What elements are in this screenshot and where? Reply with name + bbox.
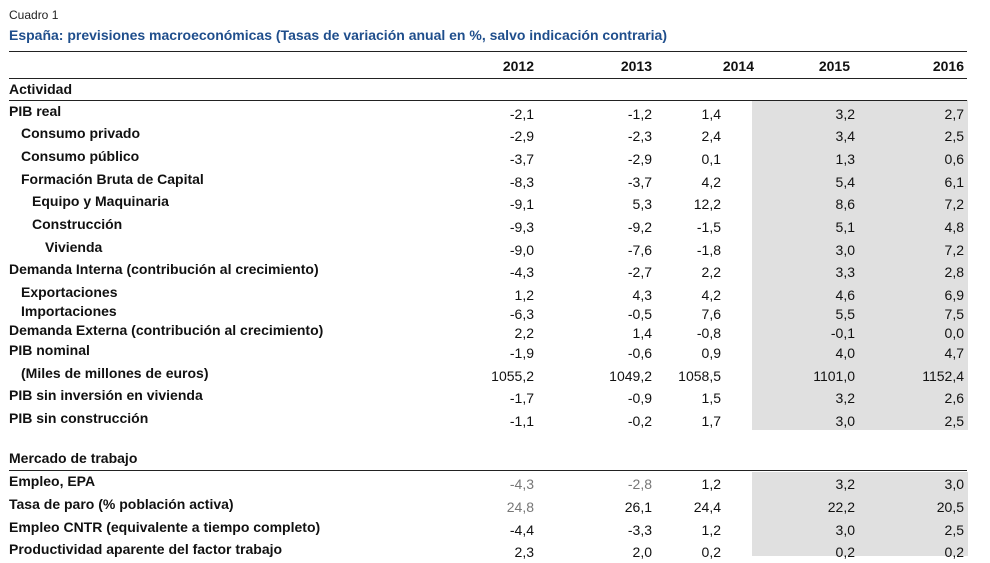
cell-2015: 8,6	[835, 196, 855, 212]
cell-2016: 20,5	[936, 499, 964, 515]
cell-2015: 1,3	[835, 151, 855, 167]
table-row	[9, 145, 967, 167]
cell-2015: 3,3	[835, 264, 855, 280]
cell-2015: 5,4	[835, 174, 855, 190]
cell-2013: -0,6	[627, 345, 652, 361]
cell-2014: 2,4	[701, 128, 721, 144]
table-row	[9, 407, 967, 429]
cell-2014: 24,4	[693, 499, 721, 515]
cell-2014: 12,2	[693, 196, 721, 212]
cell-2014: 1,4	[701, 106, 721, 122]
cell-2014: 4,2	[701, 174, 721, 190]
table-row	[9, 190, 967, 212]
table-row	[9, 384, 967, 406]
cell-2016: 3,0	[944, 476, 964, 492]
cell-2013: -3,7	[627, 174, 652, 190]
table-row	[9, 100, 967, 122]
cell-2012: -4,3	[509, 264, 534, 280]
table-row	[9, 122, 967, 144]
cell-2012: -4,4	[509, 522, 534, 538]
row-label: Tasa de paro (% población activa)	[9, 496, 234, 512]
cell-2012: -9,1	[509, 196, 534, 212]
cell-2013: 5,3	[632, 196, 652, 212]
table-row	[9, 168, 967, 190]
row-label: Demanda Externa (contribución al crecimiento)	[9, 322, 324, 338]
cell-2014: -1,5	[696, 219, 721, 235]
table-row	[9, 362, 967, 384]
cell-2012: -1,1	[509, 413, 534, 429]
cell-2012: 24,8	[506, 499, 534, 515]
row-label: PIB sin construcción	[9, 410, 149, 426]
cell-2016: 2,6	[944, 390, 964, 406]
row-label: PIB sin inversión en vivienda	[9, 387, 203, 403]
row-label: Importaciones	[21, 303, 117, 319]
cell-2012: 2,2	[514, 325, 534, 341]
cell-2013: -9,2	[627, 219, 652, 235]
cell-2016: 6,1	[944, 174, 964, 190]
row-label: Consumo privado	[21, 125, 141, 141]
row-label: Vivienda	[45, 239, 103, 255]
cell-2015: 3,2	[835, 390, 855, 406]
cell-2016: 6,9	[944, 287, 964, 303]
cell-2012: -8,3	[509, 174, 534, 190]
cell-2012: -6,3	[509, 306, 534, 322]
year-header: 2014	[722, 58, 754, 74]
top-rule	[9, 51, 967, 52]
cell-2012: -3,7	[509, 151, 534, 167]
row-label: Demanda Interna (contribución al crecimiento)	[9, 261, 319, 277]
cell-2013: -0,5	[627, 306, 652, 322]
cell-2012: -9,3	[509, 219, 534, 235]
cell-2014: 7,6	[701, 306, 721, 322]
table-row	[9, 236, 967, 258]
row-label: Exportaciones	[21, 284, 118, 300]
cell-2013: 4,3	[632, 287, 652, 303]
section-header	[9, 447, 967, 469]
cell-2016: 0,0	[944, 325, 964, 341]
cell-2014: 1,2	[701, 476, 721, 492]
cell-2013: -0,9	[627, 390, 652, 406]
cell-2016: 0,6	[944, 151, 964, 167]
section-title: Mercado de trabajo	[9, 450, 138, 466]
cell-2013: 1049,2	[609, 368, 652, 384]
cell-2015: 3,2	[835, 106, 855, 122]
table-row	[9, 213, 967, 235]
cell-2015: 4,0	[835, 345, 855, 361]
table-row	[9, 319, 967, 341]
cell-2016: 4,7	[944, 345, 964, 361]
cell-2012: -1,7	[509, 390, 534, 406]
cell-2015: 3,0	[835, 242, 855, 258]
cell-2014: 1,5	[701, 390, 721, 406]
section-header	[9, 78, 967, 100]
cell-2015: 3,2	[835, 476, 855, 492]
cell-2016: 4,8	[944, 219, 964, 235]
cell-2013: 2,0	[632, 544, 652, 560]
year-header: 2015	[818, 58, 850, 74]
cell-2015: 1101,0	[813, 368, 855, 384]
cell-2012: -2,1	[509, 106, 534, 122]
cell-2016: 2,5	[944, 413, 964, 429]
cell-2015: 22,2	[827, 499, 855, 515]
cell-2015: 3,0	[835, 522, 855, 538]
row-label: Empleo CNTR (equivalente a tiempo completo)	[9, 519, 321, 535]
row-label: Consumo público	[21, 148, 140, 164]
cell-2014: 1,2	[701, 522, 721, 538]
cell-2013: -2,3	[627, 128, 652, 144]
row-label: Formación Bruta de Capital	[21, 171, 204, 187]
cell-2014: 2,2	[701, 264, 721, 280]
cell-2013: -0,2	[627, 413, 652, 429]
row-label: Construcción	[32, 216, 123, 232]
year-header: 2016	[932, 58, 964, 74]
cell-2016: 2,5	[944, 128, 964, 144]
header-row	[9, 55, 967, 77]
cell-2015: 5,5	[835, 306, 855, 322]
cell-2012: -4,3	[509, 476, 534, 492]
cell-2013: -2,7	[627, 264, 652, 280]
cell-2014: 1,7	[701, 413, 721, 429]
cell-2013: 26,1	[624, 499, 652, 515]
cell-2014: -0,8	[696, 325, 721, 341]
row-label: Empleo, EPA	[9, 473, 96, 489]
cell-2012: -2,9	[509, 128, 534, 144]
table-title: España: previsiones macroeconómicas (Tasas de variación anual en %, salvo indicación contraria)	[9, 27, 667, 43]
cell-2012: -9,0	[509, 242, 534, 258]
cell-2012: -1,9	[509, 345, 534, 361]
cell-2014: -1,8	[696, 242, 721, 258]
cell-2016: 0,2	[944, 544, 964, 560]
cell-2012: 1,2	[514, 287, 534, 303]
cell-2015: 5,1	[835, 219, 855, 235]
cell-2014: 0,1	[701, 151, 721, 167]
cell-2014: 1058,5	[678, 368, 721, 384]
table-row	[9, 470, 967, 492]
cell-2016: 7,2	[944, 242, 964, 258]
row-label: PIB real	[9, 103, 62, 119]
cell-2016: 2,7	[944, 106, 964, 122]
cell-2016: 7,5	[944, 306, 964, 322]
cell-2016: 2,8	[944, 264, 964, 280]
cell-2013: -2,9	[627, 151, 652, 167]
year-header: 2012	[502, 58, 534, 74]
table-row	[9, 258, 967, 280]
year-header: 2013	[620, 58, 652, 74]
cell-2013: -1,2	[627, 106, 652, 122]
cell-2014: 0,2	[701, 544, 721, 560]
cell-2013: -3,3	[627, 522, 652, 538]
cell-2016: 7,2	[944, 196, 964, 212]
row-label: Productividad aparente del factor trabajo	[9, 541, 283, 557]
cell-2013: -7,6	[627, 242, 652, 258]
cell-2015: 3,0	[835, 413, 855, 429]
cell-2015: 0,2	[835, 544, 855, 560]
cell-2013: -2,8	[627, 476, 652, 492]
cell-2014: 4,2	[701, 287, 721, 303]
cell-2012: 1055,2	[491, 368, 534, 384]
row-label: Equipo y Maquinaria	[32, 193, 169, 209]
cell-2015: -0,1	[830, 325, 855, 341]
row-label: PIB nominal	[9, 342, 90, 358]
table-row	[9, 516, 967, 538]
section-title: Actividad	[9, 81, 73, 97]
cell-2016: 2,5	[944, 522, 964, 538]
table-row	[9, 339, 967, 361]
cell-2012: 2,3	[514, 544, 534, 560]
table-row	[9, 493, 967, 515]
cell-2013: 1,4	[632, 325, 652, 341]
cell-2016: 1152,4	[922, 368, 964, 384]
cell-2015: 4,6	[835, 287, 855, 303]
cell-2014: 0,9	[701, 345, 721, 361]
row-label: (Miles de millones de euros)	[21, 365, 209, 381]
cell-2015: 3,4	[835, 128, 855, 144]
table-row	[9, 538, 967, 560]
table-number: Cuadro 1	[9, 8, 59, 22]
